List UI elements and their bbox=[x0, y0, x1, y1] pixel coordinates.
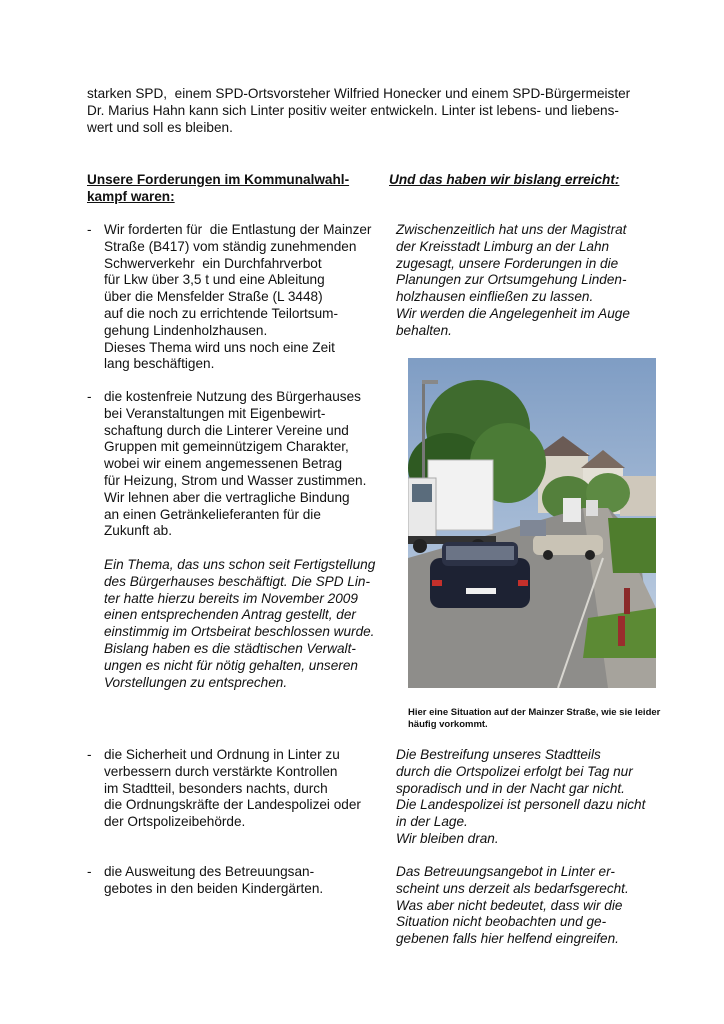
photo-caption: Hier eine Situation auf der Mainzer Straße, wie sie leider häufig vorkommt. bbox=[408, 707, 661, 730]
achievements-heading: Und das haben wir bislang erreicht: bbox=[389, 172, 620, 187]
bullet-dash: - bbox=[87, 222, 92, 237]
result-text: Die Bestreifung unseres Stadtteils durch die Ortspolizei erfolgt bei Tag nur sporadisch und in der Nacht gar nicht. Die Landespolizei ist personell dazu nicht in der Lage. Wir bleiben dran. bbox=[396, 747, 646, 846]
demand-text: Wir forderten für die Entlastung der Mainzer Straße (B417) vom ständig zunehmenden Schwerverkehr ein Durchfahrverbot für Lkw über 3,5 t und eine Ableitung über die Mensfelder Straße (L 3448) auf die noch zu errichtende Teilortsum- gehung Lindenholzhausen. Dieses Thema wird uns noch eine Zeit lang beschäftigen. bbox=[104, 222, 372, 372]
intro-paragraph: starken SPD, einem SPD-Ortsvorsteher Wilfried Honecker und einem SPD-Bürgermeister Dr. Marius Hahn kann sich Linter positiv weiter entwickeln. Linter ist lebens- und liebens- wert und soll es bleiben. bbox=[87, 86, 631, 135]
street-photo bbox=[408, 358, 656, 688]
result-text: Zwischenzeitlich hat uns der Magistrat der Kreisstadt Limburg an der Lahn zugesagt, unsere Forderungen in die Planungen zur Ortsumgehung Linden- holzhausen einfließen zu lassen. Wir werden die Angelegenheit im Auge behalten. bbox=[396, 222, 630, 338]
result-text: Ein Thema, das uns schon seit Fertigstellung des Bürgerhauses beschäftigt. Die SPD Lin- ter hatte hierzu bereits im November 2009 einen entsprechenden Antrag gestellt, der einstimmig im Ortsbeirat beschlossen wurde. Bislang haben es die städtischen Verwalt- ungen es nicht für nötig gehalten, unseren Vorstellungen zu entsprechen. bbox=[104, 557, 376, 690]
demand-text: die Sicherheit und Ordnung in Linter zu verbessern durch verstärkte Kontrollen im Stadtteil, besonders nachts, durch die Ordnungskräfte der Landespolizei oder der Ortspolizeibehörde. bbox=[104, 747, 361, 830]
demand-text: die Ausweitung des Betreuungsan- gebotes in den beiden Kindergärten. bbox=[104, 864, 324, 896]
bullet-dash: - bbox=[87, 747, 92, 762]
bullet-dash: - bbox=[87, 864, 92, 879]
demand-text: die kostenfreie Nutzung des Bürgerhauses bei Veranstaltungen mit Eigenbewirt- schaftung durch die Linterer Vereine und Gruppen mit gemeinnützigem Charakter, wobei wir einem angemessenen Betrag für Heizung, Strom und Wasser zustimmen. Wir lehnen aber die vertragliche Bindung an einen Getränkelieferanten für die Zukunft ab. bbox=[104, 389, 367, 539]
demands-heading: Unsere Forderungen im Kommunalwahl- kampf waren: bbox=[87, 172, 350, 204]
result-text: Das Betreuungsangebot in Linter er- scheint uns derzeit als bedarfsgerecht. Was aber nicht bedeutet, dass wir die Situation nicht beobachten und ge- gebenen falls hier helfend eingreifen. bbox=[396, 864, 629, 947]
bullet-dash: - bbox=[87, 389, 92, 404]
